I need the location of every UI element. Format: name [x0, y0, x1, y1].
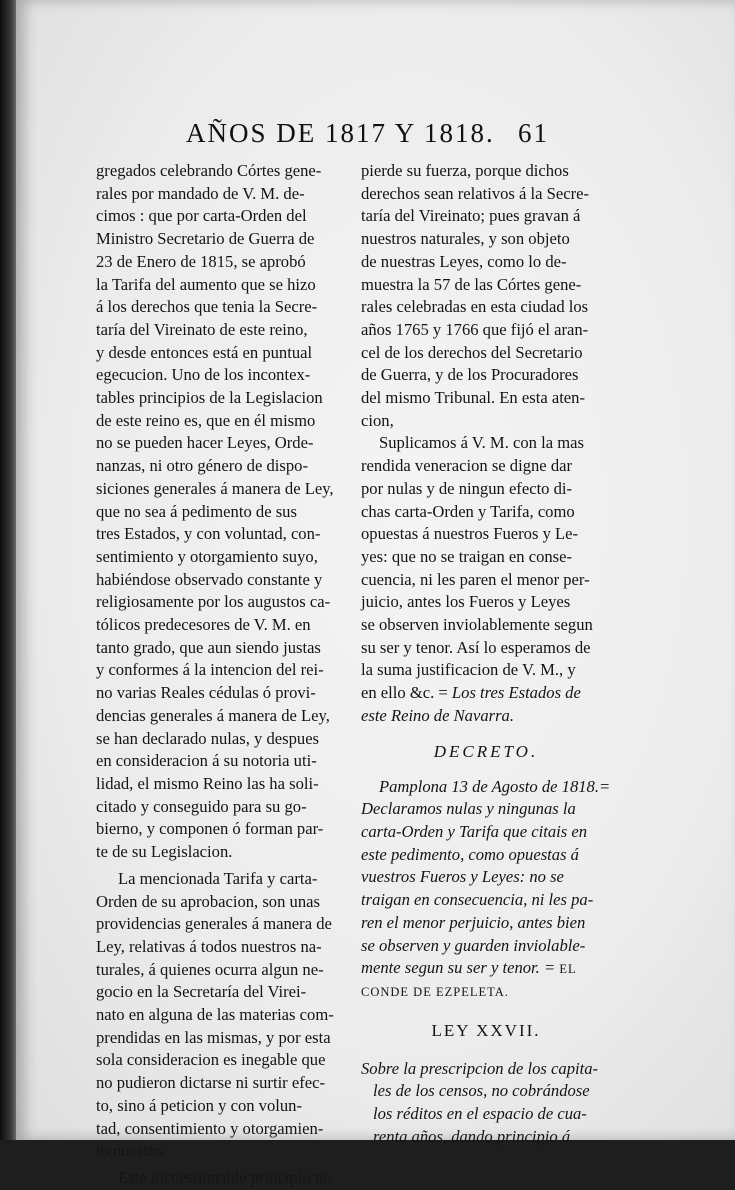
text-line: tólicos predecesores de V. M. en	[96, 615, 311, 635]
text-line: en consideracion á su notoria uti-	[96, 751, 317, 771]
text-line: tres Estados, y con voluntad, con-	[96, 524, 321, 544]
text-line: Declaramos nulas y ningunas la	[361, 799, 576, 819]
text-line: Este incuestionable principio no	[118, 1167, 332, 1187]
page-number: 61	[518, 118, 549, 148]
text-line: carta-Orden y Tarifa que citais en	[361, 821, 587, 841]
text-line: traigan en consecuencia, ni les pa-	[361, 890, 594, 910]
text-line: muestra la 57 de las Córtes gene-	[361, 274, 582, 294]
signatories-text: Los tres Estados de	[451, 683, 581, 703]
book-gutter	[0, 0, 16, 1140]
right-paragraph-2	[361, 432, 611, 727]
ley-summary	[361, 1058, 611, 1149]
text-line: prendidas en las mismas, y por esta	[96, 1027, 331, 1047]
text-line: años 1765 y 1766 que fijó el aran-	[361, 319, 589, 339]
text-line: este pedimento, como opuestas á	[361, 844, 579, 864]
text-line: los réditos en el espacio de cua-	[373, 1104, 587, 1124]
text-line: Ministro Secretario de Guerra de	[96, 229, 315, 249]
text-line: no varias Reales cédulas ó provi-	[96, 683, 316, 703]
text-line: nanzas, ni otro género de dispo-	[96, 456, 308, 476]
text-line: taría del Vireinato de este reino,	[96, 319, 308, 339]
text-line: La mencionada Tarifa y carta-	[118, 868, 318, 888]
text-line: dencias generales á manera de Ley,	[96, 705, 330, 725]
text-line: tad, consentimiento y otorgamien-	[96, 1118, 324, 1138]
text-line: derechos sean relativos á la Secre-	[361, 183, 590, 203]
text-line: lidad, el mismo Reino las ha soli-	[96, 773, 319, 793]
text-line: taría del Vireinato; pues gravan á	[361, 206, 581, 226]
text-line: se han declarado nulas, y despues	[96, 728, 320, 748]
left-paragraph-2	[96, 868, 354, 1163]
text-line: juicio, antes los Fueros y Leyes	[361, 592, 571, 612]
text-line: citado y conseguido para su go-	[96, 796, 307, 816]
text-line: de nuestras Leyes, como lo de-	[361, 251, 567, 271]
text-line: sola consideracion es inegable que	[96, 1050, 326, 1070]
text-line: por nulas y de ningun efecto di-	[361, 478, 573, 498]
text-line: Orden de su aprobacion, son unas	[96, 891, 320, 911]
ley-heading: LEY XXVII.	[431, 1020, 541, 1040]
text-line: siciones generales á manera de Ley,	[96, 478, 334, 498]
text-line: providencias generales á manera de	[96, 914, 332, 934]
text-line: opuestas á nuestros Fueros y Le-	[361, 524, 579, 544]
text-line: 23 de Enero de 1815, se aprobó	[96, 251, 306, 271]
running-head	[166, 118, 586, 158]
text-line: de Guerra, y de los Procuradores	[361, 365, 579, 385]
text-line: Suplicamos á V. M. con la mas	[379, 433, 584, 453]
book-page	[16, 0, 735, 1187]
text-line: cimos : que por carta-Orden del	[96, 206, 307, 226]
right-paragraph-1	[361, 160, 611, 432]
text-line: turales, á quienes ocurra algun ne-	[96, 959, 324, 979]
text-line: egecucion. Uno de los incontex-	[96, 365, 311, 385]
text-line: te de su Legislacion.	[96, 842, 233, 862]
text-line: rales por mandado de V. M. de-	[96, 183, 305, 203]
text-line: tables principios de la Legislacion	[96, 388, 323, 408]
text-line: gocio en la Secretaría del Virei-	[96, 982, 307, 1002]
left-column	[96, 160, 354, 1190]
text-line: á los derechos que tenia la Secre-	[96, 297, 318, 317]
text-line: Pamplona 13 de Agosto de 1818.=	[379, 776, 611, 796]
text-fragment: en ello &c. =	[361, 683, 452, 703]
text-line: les de los censos, no cobrándose	[373, 1081, 590, 1101]
text-line: nato en alguna de las materias com-	[96, 1005, 334, 1025]
text-line: no se pueden hacer Leyes, Orde-	[96, 433, 314, 453]
text-line: no pudieron dictarse ni surtir efec-	[96, 1073, 325, 1093]
text-line: rales celebradas en esta ciudad los	[361, 297, 589, 317]
text-line: cuencia, ni les paren el menor per-	[361, 569, 590, 589]
text-line: ren el menor perjuicio, antes bien	[361, 912, 586, 932]
text-line: religiosamente por los augustos ca-	[96, 592, 331, 612]
decreto-heading: DECRETO.	[433, 741, 539, 761]
text-line	[361, 957, 611, 981]
text-line: cion,	[361, 410, 394, 430]
text-line: se observen inviolablemente segun	[361, 615, 593, 635]
text-line: chas carta-Orden y Tarifa, como	[361, 501, 575, 521]
text-line: rendida veneracion se digne dar	[361, 456, 573, 476]
text-line: Sobre la prescripcion de los capita-	[361, 1058, 599, 1078]
decreto-signature: CONDE DE EZPELETA.	[361, 984, 509, 999]
text-line: to, sino á peticion y con volun-	[96, 1095, 303, 1115]
text-line: to nuestro.	[96, 1141, 167, 1161]
text-line: la Tarifa del aumento que se hizo	[96, 274, 316, 294]
text-line: cel de los derechos del Secretario	[361, 342, 583, 362]
left-paragraph-1	[96, 160, 354, 864]
decreto-text	[361, 776, 611, 1004]
text-line: nuestros naturales, y son objeto	[361, 229, 570, 249]
text-fragment: mente segun su ser y tenor. =	[361, 958, 560, 978]
signatories-text: este Reino de Navarra.	[361, 705, 514, 725]
text-line: se observen y guarden inviolable-	[361, 935, 586, 955]
text-line: habiéndose observado constante y	[96, 569, 323, 589]
text-line: vuestros Fueros y Leyes: no se	[361, 867, 564, 887]
text-line: yes: que no se traigan en conse-	[361, 546, 573, 566]
running-head-title: AÑOS DE 1817 Y 1818.	[186, 118, 495, 148]
text-line	[361, 682, 611, 705]
text-line: del mismo Tribunal. En esta aten-	[361, 388, 585, 408]
text-line: y conformes á la intencion del rei-	[96, 660, 324, 680]
text-line: Ley, relativas á todos nuestros na-	[96, 936, 322, 956]
text-line: y desde entonces está en puntual	[96, 342, 313, 362]
text-line: renta años, dando principio á	[373, 1126, 571, 1146]
text-line: pierde su fuerza, porque dichos	[361, 161, 569, 180]
left-paragraph-3	[96, 1167, 354, 1190]
signature-fragment: EL	[559, 962, 577, 977]
text-line: tanto grado, que aun siendo justas	[96, 637, 321, 657]
text-line: de este reino es, que en él mismo	[96, 410, 316, 430]
text-line: bierno, y componen ó forman par-	[96, 819, 324, 839]
text-line: gregados celebrando Córtes gene-	[96, 161, 322, 180]
text-line: su ser y tenor. Así lo esperamos de	[361, 637, 591, 657]
text-line: que no sea á pedimento de sus	[96, 501, 297, 521]
text-line: sentimiento y otorgamiento suyo,	[96, 546, 318, 566]
text-line: la suma justificacion de V. M., y	[361, 660, 576, 680]
right-column	[361, 160, 611, 1148]
